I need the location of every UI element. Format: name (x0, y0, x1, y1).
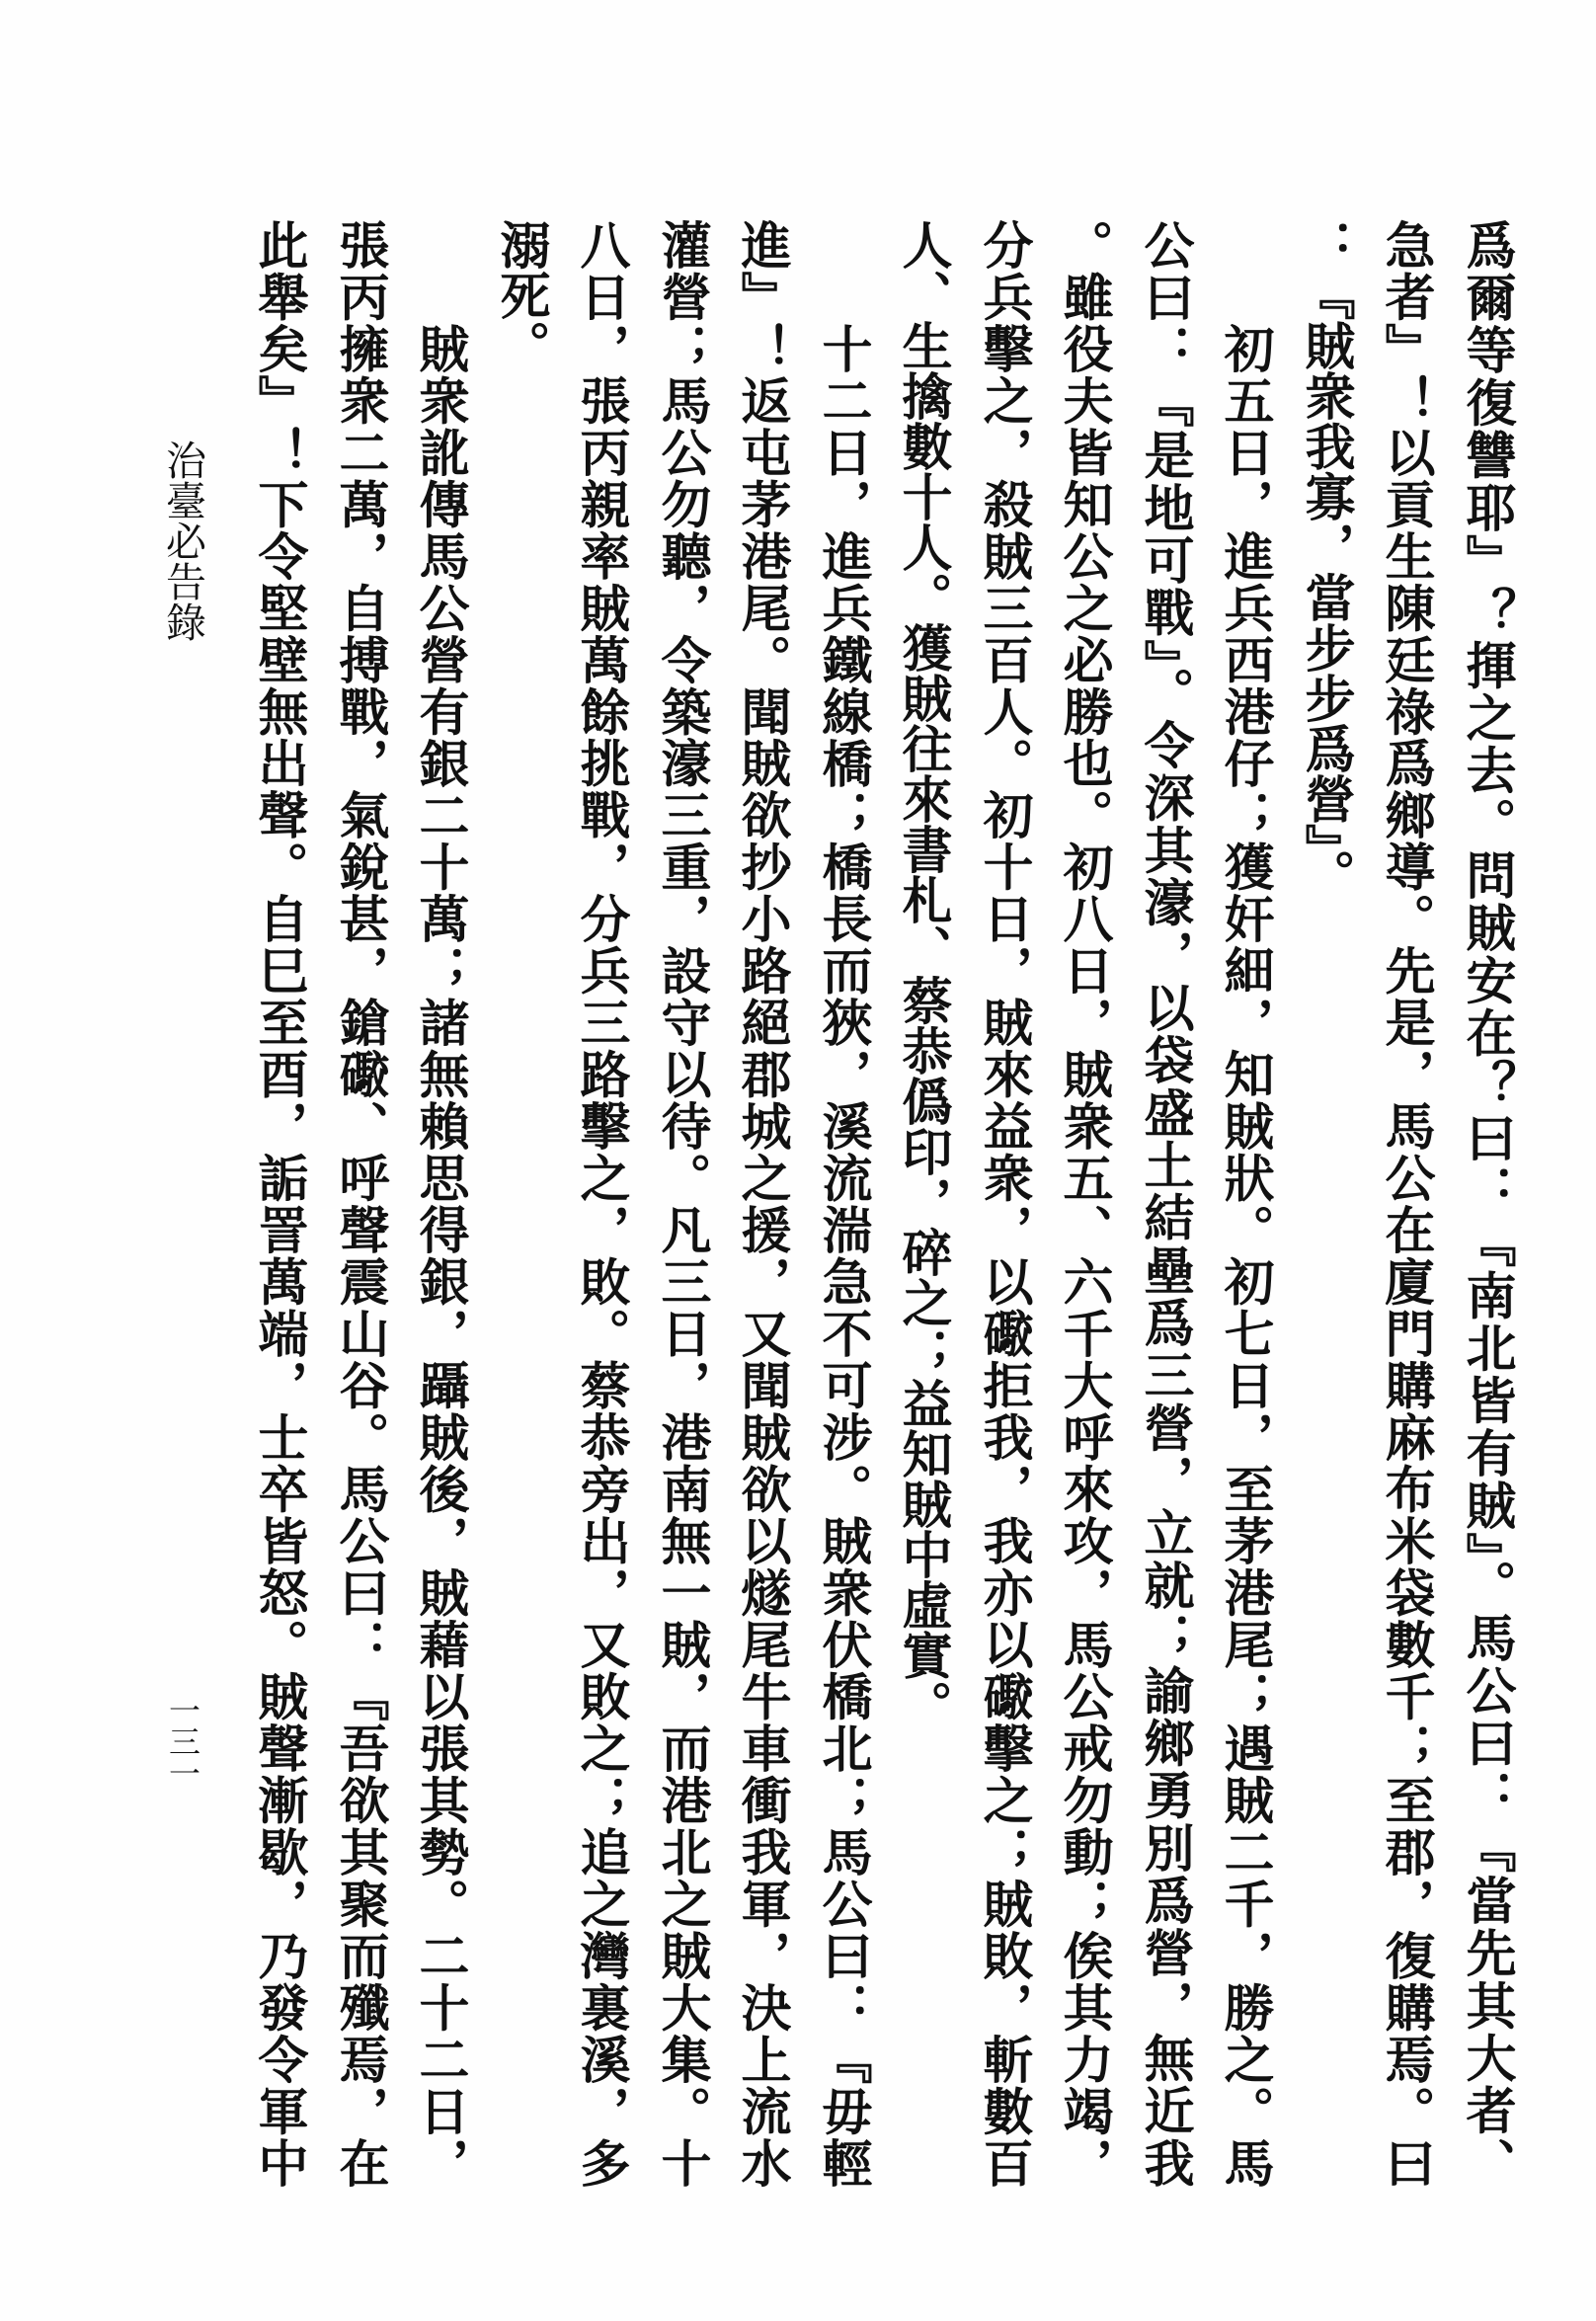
text-column-10: 進』！返屯茅港尾。聞賊欲抄小路絕郡城之援，又聞賊欲以燧尾牛車衝我軍，決上流水 (732, 219, 791, 2188)
text-column-6: 。雖役夫皆知公之必勝也。初八日，賊衆五、六千大呼來攻，馬公戒勿動；俟其力竭， (1054, 219, 1113, 2188)
text-column-14: 賊衆訛傳馬公營有銀二十萬；諸無賴思得銀，躡賊後，賊藉以張其勢。二十二日， (410, 323, 469, 2188)
text-column-3: ：『賊衆我寡，當步步爲營』。 (1296, 219, 1355, 900)
text-column-5: 公曰：『是地可戰』。令深其濠，以袋盛土結壘爲三營，立就；諭鄉勇別爲營，無近我 (1135, 219, 1194, 2188)
text-column-12: 八日，張丙親率賊萬餘挑戰，分兵三路擊之，敗。蔡恭旁出，又敗之；追之灣裏溪，多 (571, 219, 630, 2188)
text-column-1: 爲爾等復讐耶』？揮之去。問賊安在？曰：『南北皆有賊』。馬公曰：『當先其大者、 (1457, 219, 1516, 2188)
running-title: 治臺必告錄 (159, 440, 206, 642)
text-column-2: 急者』！以貢生陳廷祿爲鄉導。先是，馬公在廈門購麻布米袋數千；至郡，復購焉。曰 (1376, 219, 1435, 2188)
text-column-4: 初五日，進兵西港仔；獲奸細，知賊狀。初七日，至茅港尾；遇賊二千，勝之。馬 (1215, 323, 1274, 2188)
text-column-7: 分兵擊之，殺賊三百人。初十日，賊來益衆，以礮拒我，我亦以礮擊之；賊敗，斬數百 (974, 219, 1033, 2188)
text-column-11: 灌營；馬公勿聽，令築濠三重，設守以待。凡三日，港南無一賊，而港北之賊大集。十 (652, 219, 711, 2188)
text-column-15: 張丙擁衆二萬，自搏戰，氣銳甚，鎗礮、呼聲震山谷。馬公曰：『吾欲其聚而殲焉，在 (330, 219, 389, 2188)
text-column-13: 溺死。 (491, 219, 550, 370)
text-column-9: 十二日，進兵鐵線橋；橋長而狹，溪流湍急不可涉。賊衆伏橋北；馬公曰：『毋輕 (813, 323, 872, 2188)
text-column-8: 人、生擒數十人。獲賊往來書札、蔡恭僞印，碎之；益知賊中虛實。 (893, 219, 952, 1730)
page-number: 一三一 (164, 1694, 201, 1789)
text-column-16: 此舉矣』！下令堅壁無出聲。自巳至酉，詬詈萬端，士卒皆怒。賊聲漸歇，乃發令軍中 (249, 219, 308, 2188)
